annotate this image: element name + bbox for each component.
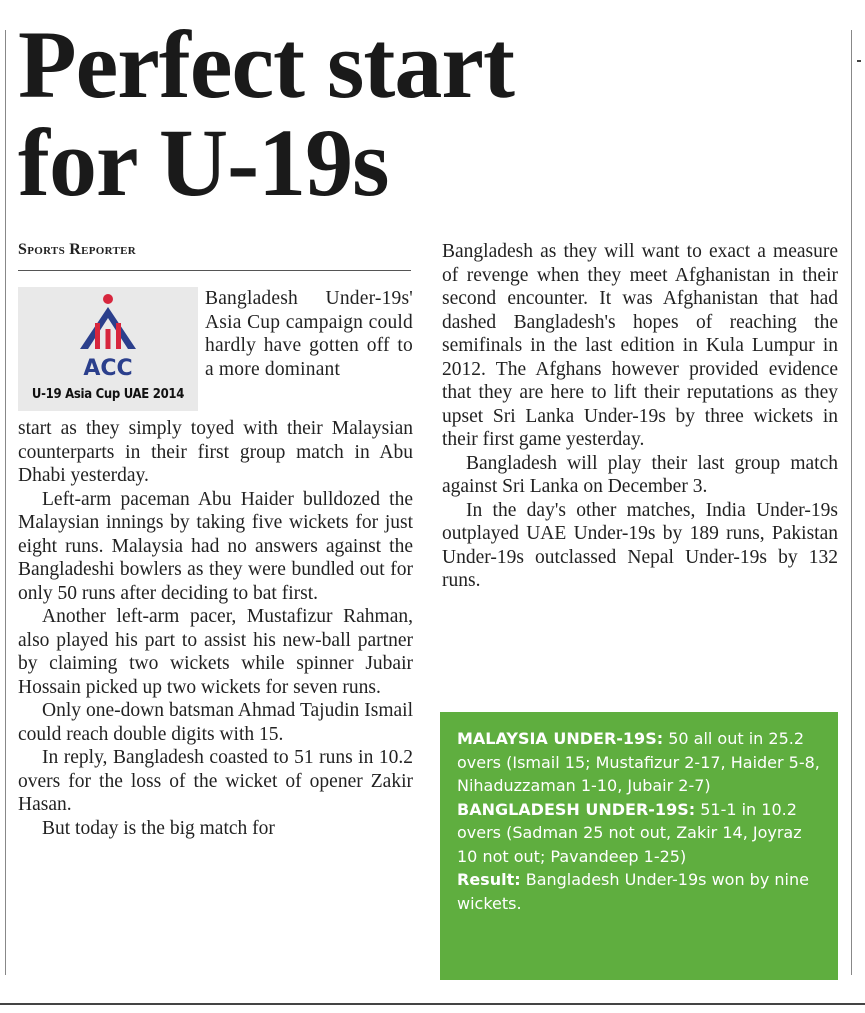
logo-center-bar — [106, 329, 111, 349]
adjacent-column-mark — [857, 60, 861, 62]
malaysia-score: 50 all out in 25.2 overs (Ismail 15; Mustafizur 2-17, Haider 5-8, Nihaduzzaman 1-10, Jubair 2-7) — [457, 729, 820, 795]
logo-red-dot — [103, 294, 113, 304]
left-column-rule — [5, 30, 6, 975]
acc-logo-image — [18, 287, 198, 411]
malaysia-label: MALAYSIA UNDER-19S: — [457, 729, 664, 748]
headline: Perfect start for U-19s — [18, 11, 514, 216]
byline-divider — [18, 270, 411, 271]
logo-caption: U-19 Asia Cup UAE 2014 — [31, 387, 185, 402]
paragraph-5: In reply, Bangladesh coasted to 51 runs in 10.2 overs for the loss of the wicket of opener Zakir Hasan. — [18, 747, 413, 815]
acc-logo-icon — [18, 287, 198, 387]
paragraph-1-continued: start as they simply toyed with their Malaysian counterparts in their first group match in Abu Dhabi yesterday. — [18, 418, 413, 486]
paragraph-4: Only one-down batsman Ahmad Tajudin Ismail could reach double digits with 15. — [18, 700, 413, 745]
logo-left-bar — [95, 323, 100, 349]
logo-mark-text: ACC — [83, 356, 133, 381]
paragraph-2: Left-arm paceman Abu Haider bulldozed the Malaysian innings by taking five wickets for just eight runs. Malaysia had no answers against the Bangladeshi bowlers as they were bundled out for only 50 runs after deciding to bat first. — [18, 488, 413, 604]
bangladesh-label: BANGLADESH UNDER-19S: — [457, 799, 696, 819]
bangladesh-score: 51-1 in 10.2 overs (Sadman 25 not out, Zakir 14, Joyraz 10 not out; Pavandeep 1-25) — [457, 799, 802, 866]
scorecard-box — [440, 712, 838, 980]
paragraph-7: Bangladesh will play their last group match against Sri Lanka on December 3. — [442, 452, 838, 497]
logo-right-bar — [116, 323, 121, 349]
byline: Sports Reporter — [18, 241, 137, 258]
paragraph-6-start: But today is the big match for — [42, 817, 275, 839]
article-column-2 — [442, 240, 838, 593]
right-column-rule — [851, 30, 852, 975]
paragraph-3: Another left-arm pacer, Mustafizur Rahman, also played his part to assist his new-ball partner by claiming two wickets while spinner Jubair Hossain picked up two wickets for seven runs. — [18, 606, 413, 698]
scorecard-text — [457, 727, 822, 915]
bottom-rule — [0, 1003, 865, 1005]
paragraph-8: In the day's other matches, India Under-19s outplayed UAE Under-19s by 189 runs, Pakistan Under-19s outclassed Nepal Under-19s by 132 runs. — [442, 499, 838, 591]
intro-paragraph: Bangladesh Under-19s' Asia Cup campaign could hardly have gotten off to a more dominant — [205, 288, 413, 380]
result-label: Result: — [457, 870, 521, 889]
paragraph-6-continued: Bangladesh as they will want to exact a measure of revenge when they meet Afghanistan in their second encounter. It was Afghanistan that had dashed Bangladesh's hopes of reaching the semifinals in the last edition in Kula Lumpur in 2012. The Afghans however provided evidence that they are here to lift their reputations as they upset Sri Lanka Under-19s by three wickets in their first game yesterday. — [442, 241, 838, 450]
article-column-1 — [18, 417, 413, 840]
result-text: Bangladesh Under-19s won by nine wickets. — [457, 870, 809, 913]
intro-wrap — [205, 287, 413, 381]
